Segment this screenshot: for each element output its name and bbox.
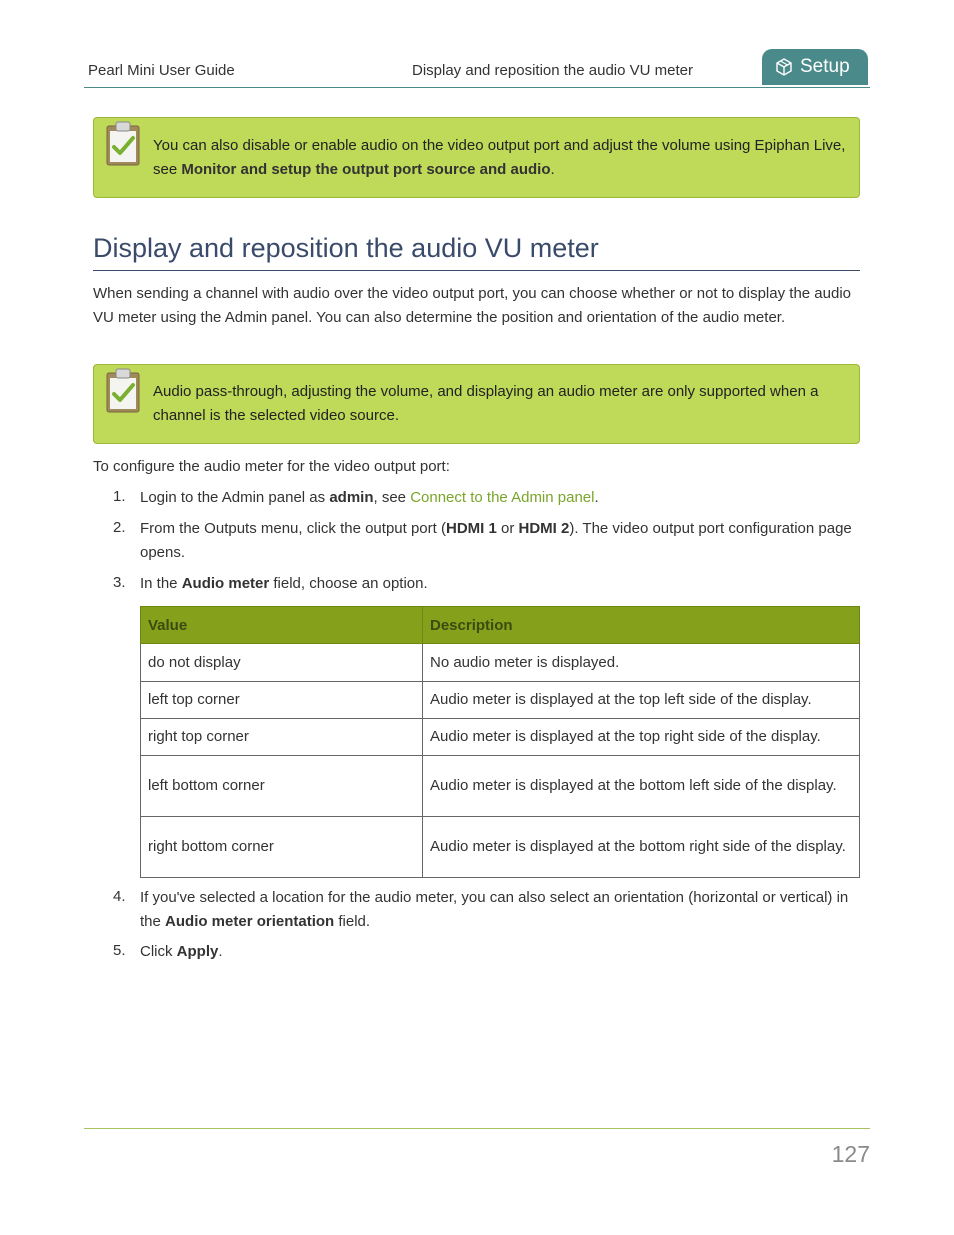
step-number: 3. bbox=[113, 574, 126, 591]
intro-paragraph: When sending a channel with audio over the video output port, you can choose whether or not to display the audio VU meter using the Admin panel. You can also determine the position and orientation of the audio meter. bbox=[93, 285, 851, 326]
note-link-bold: Monitor and setup the output port source and audio bbox=[181, 161, 551, 178]
note-box bbox=[93, 364, 860, 444]
step-number: 2. bbox=[113, 519, 126, 536]
step-3: In the Audio meter field, choose an option. bbox=[140, 575, 428, 592]
configure-intro: To configure the audio meter for the video output port: bbox=[93, 458, 450, 475]
guide-title: Pearl Mini User Guide bbox=[88, 62, 235, 79]
table-cell-value: do not display bbox=[141, 644, 423, 682]
step-number: 4. bbox=[113, 888, 126, 905]
page-heading: Display and reposition the audio VU meter bbox=[93, 233, 860, 271]
table-cell-description: Audio meter is displayed at the top left side of the display. bbox=[423, 682, 860, 719]
table-row bbox=[141, 644, 860, 682]
cube-icon bbox=[774, 57, 794, 77]
table-header-value: Value bbox=[141, 607, 423, 644]
admin-panel-link[interactable]: Connect to the Admin panel bbox=[410, 489, 595, 506]
page-header bbox=[84, 48, 870, 88]
step-1: Login to the Admin panel as admin, see Connect to the Admin panel. bbox=[140, 489, 599, 506]
section-title: Display and reposition the audio VU meter bbox=[412, 62, 693, 79]
table-row bbox=[141, 719, 860, 756]
setup-tab[interactable] bbox=[762, 49, 868, 85]
step-5: Click Apply. bbox=[140, 943, 223, 960]
note-text: Audio pass-through, adjusting the volume, and displaying an audio meter are only supported when a channel is the selected video source. bbox=[153, 383, 819, 424]
page-number: 127 bbox=[831, 1141, 870, 1167]
step-number: 1. bbox=[113, 488, 126, 505]
table-cell-description: No audio meter is displayed. bbox=[423, 644, 860, 682]
step-4: If you've selected a location for the audio meter, you can also select an orientation (horizontal or vertical) in the Audio meter orientation field. bbox=[140, 889, 849, 930]
note-box bbox=[93, 117, 860, 198]
table-header-description: Description bbox=[423, 607, 860, 644]
footer-divider bbox=[84, 1128, 870, 1129]
table-row bbox=[141, 756, 860, 817]
table-cell-description: Audio meter is displayed at the top right side of the display. bbox=[423, 719, 860, 756]
clipboard-check-icon bbox=[105, 121, 141, 167]
step-2: From the Outputs menu, click the output port (HDMI 1 or HDMI 2). The video output port configuration page opens. bbox=[140, 520, 852, 561]
table-row bbox=[141, 682, 860, 719]
table-cell-value: left bottom corner bbox=[141, 756, 423, 817]
setup-tab-label: Setup bbox=[800, 56, 850, 77]
clipboard-check-icon bbox=[105, 368, 141, 414]
note-text: You can also disable or enable audio on the video output port and adjust the volume using Epiphan Live, see Monitor and setup the output port source and audio. bbox=[153, 137, 846, 178]
table-cell-value: right top corner bbox=[141, 719, 423, 756]
audio-meter-table bbox=[140, 606, 860, 878]
table-cell-value: right bottom corner bbox=[141, 817, 423, 878]
step-number: 5. bbox=[113, 942, 126, 959]
table-cell-value: left top corner bbox=[141, 682, 423, 719]
table-row bbox=[141, 817, 860, 878]
table-cell-description: Audio meter is displayed at the bottom right side of the display. bbox=[423, 817, 860, 878]
table-cell-description: Audio meter is displayed at the bottom left side of the display. bbox=[423, 756, 860, 817]
